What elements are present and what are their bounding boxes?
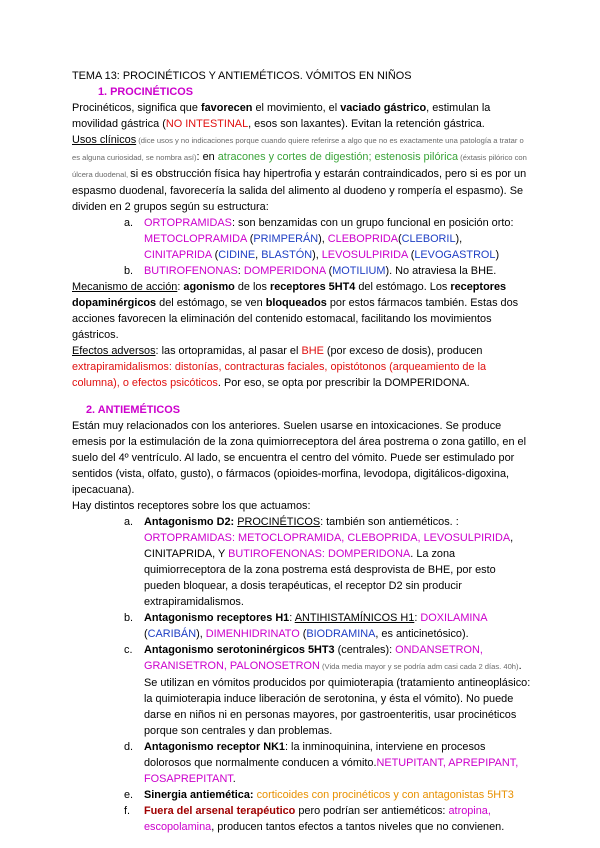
list-item-ortopramidas [72,215,532,263]
text: : [289,612,295,624]
text: ) [495,249,500,261]
section-heading-antiemeticos: 2. ANTIEMÉTICOS [86,404,180,416]
text-blue: CLEBORIL [401,233,456,245]
text: . [232,773,236,785]
list-item-butirofenonas [72,263,532,279]
list-item-fuera-arsenal [72,803,532,835]
text-underlined: PROCINÉTICOS [237,516,321,528]
text: . Se utilizan en vómitos producidos por quimioterapia (tratamiento antineoplásico: la quimioterapia induce liberación de serotonina, y ésta el vómito). No puede darse en niños ni en personas mayores, por gastroenteritis, usar procinéticos porque son centrales y dan problemas. [144,660,531,737]
list-item-sinergia [72,787,532,803]
list-marker: a. [124,516,134,528]
label-underlined: Usos clínicos [72,134,137,146]
text-bold: agonismo [183,281,235,293]
text: . La zona quimiorreceptora de la zona postrema está desprovista de BHE, por esto pueden bloquear, a dosis terapéuticas, el receptor D2 sin producir extrapiramidalismos. [144,548,496,608]
text-bold: vaciado gástrico [340,102,427,114]
label-underlined: Efectos adversos [72,345,156,357]
antiemeticos-list [72,514,532,835]
procineticos-intro [72,100,532,132]
text: : en [196,151,218,163]
label-underlined: Mecanismo de acción [72,281,178,293]
list-marker: a. [124,217,134,229]
text-bold: Antagonismo D2: [144,516,235,528]
text-magenta: ORTOPRAMIDAS [144,217,232,229]
list-item-antagonismo-d2 [72,514,532,610]
text: si es obstrucción física hay hipertrofia y estarán contraindicados, pero si es por un espasmo duodenal, favorecería la salida del alimento al duodeno y rompería el espasmo). Se dividen en 2 grupos según su estructura: [72,168,527,213]
note-gray: (éxtasis pilórico con úlcera duodenal, [72,153,527,179]
text: ), [312,249,322,261]
usos-clinicos [72,132,532,215]
text-magenta: ORTOPRAMIDAS: METOCLOPRAMIDA, CLEBOPRIDA, LEVOSULPIRIDA [144,532,511,544]
text-blue: CIDINE [218,249,256,261]
text-magenta: DOXILAMINA [420,612,487,624]
text-orange: corticoides con procinéticos y con antagonistas 5HT3 [256,789,514,801]
text-bold: Antagonismo serotoninérgicos 5HT3 [144,644,335,656]
text-red: NO INTESTINAL [165,118,249,130]
list-marker: f. [124,805,131,817]
text: ( [144,628,148,640]
document-page [72,68,532,835]
text-red: extrapiramidalismos: distonías, contracturas faciales, opistótonos (arqueamiento de la columna), o efectos psicóticos [72,361,487,389]
text: : [237,265,244,277]
text-bold: receptores dopaminérgicos [72,281,507,309]
text: por estos fármacos también. Estas dos acciones favorecen la eliminación del contenido estomacal, facilitando los movimientos gástricos. [72,297,519,341]
text: del estómago. Los [355,281,451,293]
text: (centrales): [334,644,396,656]
text: : [177,281,184,293]
text-magenta: CINITAPRIDA [144,249,212,261]
text-blue: LEVOGASTROL [414,249,496,261]
list-marker: c. [124,644,133,656]
text: , esos son laxantes). Evitan la retención gástrica. [248,118,485,130]
procineticos-groups [72,215,532,279]
text-blue: PRIMPERÁN [253,233,319,245]
text: del estómago, se ven [156,297,266,309]
text-blue: BIODRAMINA [306,628,376,640]
text-magenta: CLEBOPRIDA [327,233,398,245]
text: (por exceso de dosis), producen [323,345,483,357]
text: ), [455,233,463,245]
text: : las ortopramidas, al pasar el [155,345,302,357]
efectos-adversos [72,343,532,391]
text-blue: BLASTÓN [261,249,313,261]
text: , producen tantos efectos a tantos niveles que no convienen. [211,821,505,833]
text-bold: Sinergia antiemética: [144,789,254,801]
text: el movimiento, el [252,102,341,114]
text: ). No atraviesa la BHE. [385,265,497,277]
text-magenta: ONDANSETRON, GRANISETRON, PALONOSETRON [144,644,483,672]
text: , es anticinetósico). [375,628,469,640]
text: pero podrían ser antieméticos: [295,805,449,817]
page-title: TEMA 13: PROCINÉTICOS Y ANTIEMÉTICOS. VÓMITOS EN NIÑOS [72,70,412,82]
text: ( [398,233,402,245]
text-magenta: DOMPERIDONA [243,265,326,277]
text-magenta: DIMENHIDRINATO [205,628,300,640]
text: ( [246,233,254,245]
text: , CINITAPRIDA, Y [144,532,514,560]
text-darkred-bold: Fuera del arsenal terapéutico [144,805,296,817]
note-gray: (Vida media mayor y se podría adm casi cada 2 días. 40h) [319,662,519,671]
text: : también son antieméticos. : [320,516,459,528]
text-red: BHE [301,345,324,357]
text-underlined: ANTIHISTAMÍNICOS H1 [294,612,415,624]
text-magenta: BUTIROFENONAS [144,265,238,277]
text-bold: Antagonismo receptor NK1 [144,741,285,753]
text: de los [234,281,270,293]
text: ( [211,249,219,261]
text: ), [196,628,206,640]
text-bold: bloqueados [265,297,327,309]
note-gray: (dice usos y no indicaciones porque cuando quiere referirse a algo que no es exactamente una patología a tratar o es alguna curiosidad, se nombra así) [72,136,524,162]
list-item-antagonismo-5ht3 [72,642,532,739]
text: ( [407,249,415,261]
text: Procinéticos, significa que [72,102,201,114]
text: ( [325,265,333,277]
text-bold: receptores 5HT4 [269,281,356,293]
mecanismo-de-accion [72,279,532,343]
section-heading-procineticos: 1. PROCINÉTICOS [98,86,194,98]
text: : son benzamidas con un grupo funcional en posición orto: [231,217,514,229]
text-bold: Antagonismo receptores H1 [144,612,290,624]
text-magenta: LEVOSULPIRIDA [321,249,408,261]
text-magenta: atropina, escopolamina [144,805,491,833]
receptores-intro: Hay distintos receptores sobre los que actuamos: [72,500,311,512]
text: . Por eso, se opta por prescribir la DOMPERIDONA. [217,377,470,389]
text-bold: favorecen [200,102,253,114]
text: , [255,249,262,261]
text-magenta: NETUPITANT, APREPIPANT, FOSAPREPITANT [144,757,519,785]
text-magenta: BUTIROFENONAS: DOMPERIDONA [228,548,411,560]
text: : la inminoquinina, interviene en procesos dolorosos que normalmente conducen a vómito. [144,741,486,769]
text-green: atracones y cortes de digestión; estenosis pilórica [217,151,459,163]
text-magenta: METOCLOPRAMIDA [144,233,247,245]
list-item-antagonismo-h1 [72,610,532,642]
list-item-antagonismo-nk1 [72,739,532,787]
antiemeticos-intro: Están muy relacionados con los anteriores. Suelen usarse en intoxicaciones. Se produce emesis por la estimulación de la zona quimiorreceptora del área postrema o zona gatillo, en el suelo del 4º ventrículo. Al lado, se encuentra el centro del vómito. Puede ser estimulado por sentidos (vista, olfato, gusto), o fármacos (opioides-morfina, levodopa, digitálicos-digoxina, ipecacuana). [72,420,527,496]
text-blue: MOTILIUM [332,265,386,277]
text: : [414,612,421,624]
text: ( [299,628,307,640]
list-marker: d. [124,741,134,753]
text-blue: CARIBÁN [147,628,197,640]
list-marker: b. [124,612,134,624]
text: ), [318,233,328,245]
list-marker: e. [124,789,134,801]
list-marker: b. [124,265,134,277]
text: , estimulan la movilidad gástrica ( [72,102,491,130]
